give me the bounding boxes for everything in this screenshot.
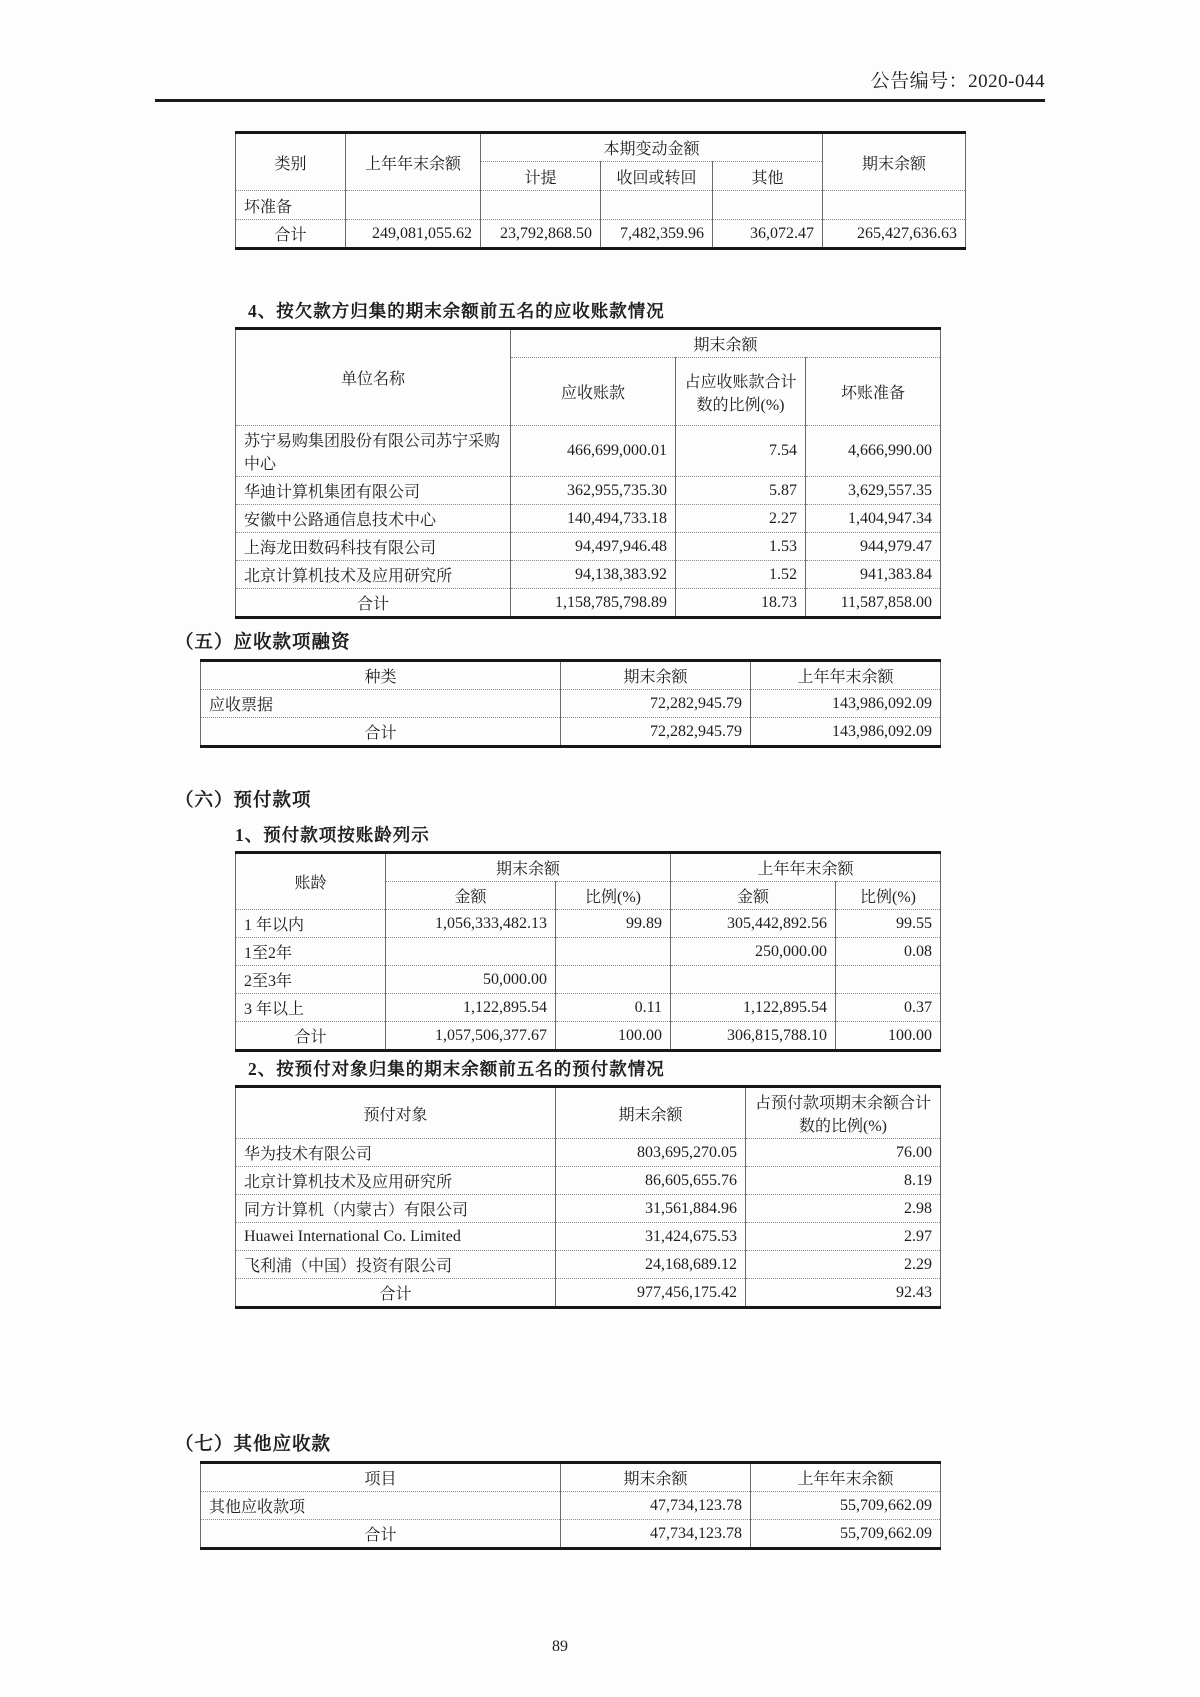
receivables-financing-table — [200, 659, 940, 748]
table-row — [236, 191, 966, 220]
amount-cell: 143,986,092.09 — [751, 718, 941, 747]
amount-cell: 143,986,092.09 — [751, 690, 941, 718]
table-header-row — [201, 1463, 941, 1492]
ratio-cell: 2.97 — [746, 1223, 941, 1251]
col-header-period-end: 期末余额 — [823, 133, 966, 191]
ratio-cell: 2.29 — [746, 1251, 941, 1279]
table-row — [236, 938, 941, 966]
col-header-period-end-group: 期末余额 — [511, 329, 941, 358]
payee-name: 同方计算机（内蒙古）有限公司 — [236, 1195, 556, 1223]
amount-cell: 1,122,895.54 — [386, 994, 556, 1022]
amount-cell: 94,497,946.48 — [511, 533, 676, 561]
ratio-cell: 99.55 — [836, 910, 941, 938]
row-label: 应收票据 — [201, 690, 561, 718]
total-label: 合计 — [236, 220, 346, 249]
total-label: 合计 — [236, 1022, 386, 1051]
payee-name: 北京计算机技术及应用研究所 — [236, 1167, 556, 1195]
table-total-row — [236, 589, 941, 618]
amount-cell: 250,000.00 — [671, 938, 836, 966]
amount-cell: 31,561,884.96 — [556, 1195, 746, 1223]
amount-cell: 31,424,675.53 — [556, 1223, 746, 1251]
table-row — [236, 426, 941, 477]
amount-cell: 1,057,506,377.67 — [386, 1022, 556, 1051]
amount-cell: 23,792,868.50 — [481, 220, 601, 249]
payee-name: Huawei International Co. Limited — [236, 1223, 556, 1251]
col-header-period-end-group: 期末余额 — [386, 853, 671, 882]
amount-cell: 55,709,662.09 — [751, 1520, 941, 1549]
table-row — [236, 994, 941, 1022]
amount-cell: 944,979.47 — [806, 533, 941, 561]
total-label: 合计 — [236, 589, 511, 618]
amount-cell: 36,072.47 — [713, 220, 823, 249]
age-label: 1 年以内 — [236, 910, 386, 938]
col-header-item: 项目 — [201, 1463, 561, 1492]
row-label: 其他应收款项 — [201, 1492, 561, 1520]
table-total-row — [201, 1520, 941, 1549]
col-header-amount: 金额 — [671, 882, 836, 910]
table-total-row — [236, 1279, 941, 1308]
col-header-period-end: 期末余额 — [561, 1463, 751, 1492]
table-row — [201, 690, 941, 718]
top5-receivables-table — [235, 327, 940, 619]
other-receivables-table — [200, 1461, 940, 1550]
table-row — [236, 1223, 941, 1251]
amount-cell: 306,815,788.10 — [671, 1022, 836, 1051]
col-header-prev-year-end: 上年年末余额 — [751, 661, 941, 690]
ratio-cell: 100.00 — [836, 1022, 941, 1051]
table-total-row — [201, 718, 941, 747]
ratio-cell: 5.87 — [676, 477, 806, 505]
amount-cell: 72,282,945.79 — [561, 690, 751, 718]
col-header-period-change-group: 本期变动金额 — [481, 133, 823, 162]
amount-cell: 50,000.00 — [386, 966, 556, 994]
amount-cell: 47,734,123.78 — [561, 1492, 751, 1520]
ratio-cell: 99.89 — [556, 910, 671, 938]
amount-cell: 305,442,892.56 — [671, 910, 836, 938]
header-rule — [155, 99, 1045, 102]
amount-cell: 1,122,895.54 — [671, 994, 836, 1022]
table-row — [236, 1139, 941, 1167]
empty-cell — [481, 191, 601, 220]
col-header-provision: 坏账准备 — [806, 358, 941, 426]
section7-title: （七）其他应收款 — [175, 1435, 332, 1455]
amount-cell: 94,138,383.92 — [511, 561, 676, 589]
empty-cell — [346, 191, 481, 220]
amount-cell: 11,587,858.00 — [806, 589, 941, 618]
ratio-cell: 2.27 — [676, 505, 806, 533]
table-total-row — [236, 220, 966, 249]
ratio-cell: 18.73 — [676, 589, 806, 618]
empty-cell — [386, 938, 556, 966]
section4-title: 4、按欠款方归集的期末余额前五名的应收账款情况 — [248, 301, 665, 321]
ratio-cell: 7.54 — [676, 426, 806, 477]
age-label: 1至2年 — [236, 938, 386, 966]
age-label: 2至3年 — [236, 966, 386, 994]
total-label: 合计 — [236, 1279, 556, 1308]
table-header-row — [236, 1087, 941, 1139]
table-row — [236, 1195, 941, 1223]
table-row — [236, 477, 941, 505]
amount-cell: 1,158,785,798.89 — [511, 589, 676, 618]
amount-cell: 249,081,055.62 — [346, 220, 481, 249]
amount-cell: 47,734,123.78 — [561, 1520, 751, 1549]
page-number: 89 — [552, 1638, 568, 1655]
amount-cell: 140,494,733.18 — [511, 505, 676, 533]
col-header-other: 其他 — [713, 162, 823, 191]
section6-sub2-title: 2、按预付对象归集的期末余额前五名的预付款情况 — [248, 1059, 665, 1079]
amount-cell: 1,056,333,482.13 — [386, 910, 556, 938]
payee-name: 飞利浦（中国）投资有限公司 — [236, 1251, 556, 1279]
total-label: 合计 — [201, 1520, 561, 1549]
amount-cell: 265,427,636.63 — [823, 220, 966, 249]
age-label: 3 年以上 — [236, 994, 386, 1022]
empty-cell — [836, 966, 941, 994]
section5-title: （五）应收款项融资 — [175, 633, 351, 653]
col-header-recovered: 收回或转回 — [601, 162, 713, 191]
amount-cell: 1,404,947.34 — [806, 505, 941, 533]
ratio-cell: 1.53 — [676, 533, 806, 561]
section6-title: （六）预付款项 — [175, 791, 312, 811]
col-header-period-end: 期末余额 — [556, 1087, 746, 1139]
table-header-row — [201, 661, 941, 690]
amount-cell: 7,482,359.96 — [601, 220, 713, 249]
row-label: 坏准备 — [236, 191, 346, 220]
ratio-cell: 76.00 — [746, 1139, 941, 1167]
col-header-amount: 金额 — [386, 882, 556, 910]
empty-cell — [713, 191, 823, 220]
announcement-number: 公告编号：2020-044 — [870, 71, 1045, 92]
ratio-cell: 0.11 — [556, 994, 671, 1022]
col-header-ratio: 比例(%) — [836, 882, 941, 910]
debtor-name: 北京计算机技术及应用研究所 — [236, 561, 511, 589]
amount-cell: 362,955,735.30 — [511, 477, 676, 505]
col-header-receivable: 应收账款 — [511, 358, 676, 426]
col-header-prev-year-end: 上年年末余额 — [346, 133, 481, 191]
amount-cell: 941,383.84 — [806, 561, 941, 589]
bad-debt-provision-table — [235, 131, 965, 250]
table-header-row — [236, 133, 966, 162]
ratio-cell: 2.98 — [746, 1195, 941, 1223]
col-header-prev-year-group: 上年年末余额 — [671, 853, 941, 882]
debtor-name: 苏宁易购集团股份有限公司苏宁采购中心 — [236, 426, 511, 477]
amount-cell: 4,666,990.00 — [806, 426, 941, 477]
col-header-prev-year-end: 上年年末余额 — [751, 1463, 941, 1492]
col-header-ratio: 占应收账款合计数的比例(%) — [676, 358, 806, 426]
debtor-name: 安徽中公路通信息技术中心 — [236, 505, 511, 533]
top5-prepayments-table — [235, 1085, 940, 1309]
table-row — [236, 966, 941, 994]
total-label: 合计 — [201, 718, 561, 747]
col-header-period-end: 期末余额 — [561, 661, 751, 690]
col-header-ratio: 比例(%) — [556, 882, 671, 910]
table-header-row — [236, 853, 941, 882]
empty-cell — [556, 966, 671, 994]
empty-cell — [556, 938, 671, 966]
table-row — [236, 533, 941, 561]
amount-cell: 72,282,945.79 — [561, 718, 751, 747]
section6-sub1-title: 1、预付款项按账龄列示 — [235, 825, 430, 845]
amount-cell: 86,605,655.76 — [556, 1167, 746, 1195]
empty-cell — [671, 966, 836, 994]
table-header-row — [236, 329, 941, 358]
debtor-name: 华迪计算机集团有限公司 — [236, 477, 511, 505]
ratio-cell: 0.08 — [836, 938, 941, 966]
ratio-cell: 100.00 — [556, 1022, 671, 1051]
table-row — [236, 505, 941, 533]
amount-cell: 55,709,662.09 — [751, 1492, 941, 1520]
amount-cell: 977,456,175.42 — [556, 1279, 746, 1308]
ratio-cell: 1.52 — [676, 561, 806, 589]
debtor-name: 上海龙田数码科技有限公司 — [236, 533, 511, 561]
table-row — [236, 1251, 941, 1279]
table-row — [236, 1167, 941, 1195]
table-row — [201, 1492, 941, 1520]
payee-name: 华为技术有限公司 — [236, 1139, 556, 1167]
table-row — [236, 561, 941, 589]
table-total-row — [236, 1022, 941, 1051]
amount-cell: 24,168,689.12 — [556, 1251, 746, 1279]
col-header-kind: 种类 — [201, 661, 561, 690]
ratio-cell: 0.37 — [836, 994, 941, 1022]
table-row — [236, 910, 941, 938]
col-header-age: 账龄 — [236, 853, 386, 910]
empty-cell — [823, 191, 966, 220]
amount-cell: 466,699,000.01 — [511, 426, 676, 477]
ratio-cell: 8.19 — [746, 1167, 941, 1195]
amount-cell: 3,629,557.35 — [806, 477, 941, 505]
prepayments-aging-table — [235, 851, 940, 1052]
col-header-target: 预付对象 — [236, 1087, 556, 1139]
col-header-category: 类别 — [236, 133, 346, 191]
amount-cell: 803,695,270.05 — [556, 1139, 746, 1167]
col-header-accrual: 计提 — [481, 162, 601, 191]
col-header-unit: 单位名称 — [236, 329, 511, 426]
empty-cell — [601, 191, 713, 220]
ratio-cell: 92.43 — [746, 1279, 941, 1308]
col-header-ratio: 占预付款项期末余额合计数的比例(%) — [746, 1087, 941, 1139]
